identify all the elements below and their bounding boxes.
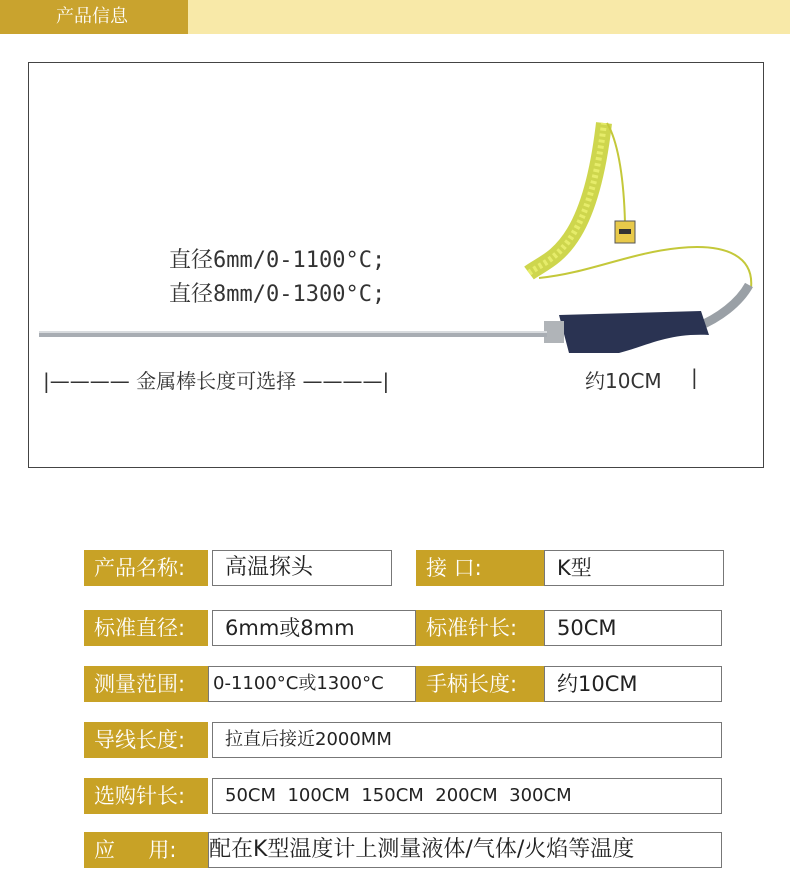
port-label: 接 口: — [416, 550, 544, 586]
probe-illustration — [29, 63, 764, 468]
usage-label: 应 用: — [84, 832, 208, 868]
product-info-tab[interactable]: 产品信息 — [0, 0, 188, 34]
range-label: 测量范围: — [84, 666, 208, 702]
product-photo — [28, 62, 764, 468]
name-label: 产品名称: — [84, 550, 208, 586]
handle-length-value: 约10CM — [544, 666, 722, 702]
spec-row-wire — [84, 722, 724, 758]
handle-length-caption: 约10CM — [585, 369, 662, 393]
needle-label: 标准针长: — [416, 610, 544, 646]
name-value: 高温探头 — [212, 550, 392, 586]
range-value: 0-1100°C或1300°C — [208, 666, 416, 702]
spec-row-usage — [84, 832, 724, 868]
spec-row-range — [84, 666, 724, 702]
port-value: K型 — [544, 550, 724, 586]
diameter-value: 6mm或8mm — [212, 610, 416, 646]
wire-label: 导线长度: — [84, 722, 208, 758]
spec-line-2: 直径8mm/0-1300°C; — [169, 282, 386, 307]
metal-sleeve — [697, 285, 749, 327]
options-value: 50CM 100CM 150CM 200CM 300CM — [212, 778, 722, 814]
spec-row-options — [84, 778, 724, 814]
coiled-cable — [529, 123, 604, 273]
spec-row-name — [84, 550, 724, 586]
handle-caption-end: | — [691, 365, 698, 389]
rod-length-caption: |———— 金属棒长度可选择 ————| — [43, 369, 390, 393]
spec-line-1: 直径6mm/0-1100°C; — [169, 248, 386, 273]
needle-value: 50CM — [544, 610, 722, 646]
handle-length-label: 手柄长度: — [416, 666, 544, 702]
spec-row-diameter — [84, 610, 724, 646]
usage-value: 配在K型温度计上测量液体/气体/火焰等温度 — [208, 832, 722, 868]
probe-handle — [559, 311, 709, 353]
wire-value: 拉直后接近2000MM — [212, 722, 722, 758]
diameter-label: 标准直径: — [84, 610, 208, 646]
options-label: 选购针长: — [84, 778, 208, 814]
thin-wire — [539, 123, 751, 288]
